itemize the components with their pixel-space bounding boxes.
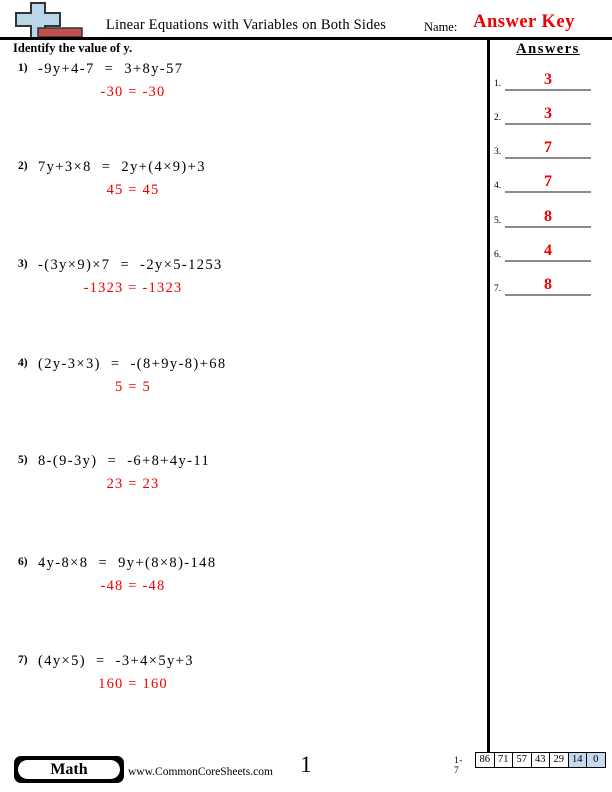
problem-check-work: -48 = -48 bbox=[100, 578, 166, 594]
problem-7 bbox=[18, 652, 468, 693]
answer-blank-line bbox=[505, 123, 591, 125]
website-text: www.CommonCoreSheets.com bbox=[128, 766, 273, 778]
answer-blank-line bbox=[505, 260, 591, 262]
score-cell: 43 bbox=[531, 752, 551, 768]
eraser-block-icon bbox=[38, 28, 82, 37]
problem-number: 6) bbox=[18, 556, 28, 568]
score-range-label: 1-7 bbox=[454, 756, 463, 776]
answer-number: 6. bbox=[494, 250, 502, 260]
problem-6 bbox=[18, 554, 468, 595]
header-divider bbox=[0, 37, 612, 40]
answer-number: 4. bbox=[494, 181, 502, 191]
answer-row-1 bbox=[492, 62, 606, 92]
score-cell: 14 bbox=[568, 752, 588, 768]
problem-equation: -(3y×9)×7 = -2y×5-1253 bbox=[38, 257, 223, 273]
problem-check-work: 45 = 45 bbox=[106, 182, 160, 198]
problem-4 bbox=[18, 355, 468, 396]
problem-check-work: 160 = 160 bbox=[98, 676, 168, 692]
answer-number: 5. bbox=[494, 216, 502, 226]
problem-equation: 4y-8×8 = 9y+(8×8)-148 bbox=[38, 555, 217, 571]
answer-number: 3. bbox=[494, 147, 502, 157]
problem-number: 3) bbox=[18, 258, 28, 270]
answer-blank-line bbox=[505, 157, 591, 159]
answer-blank-line bbox=[505, 226, 591, 228]
score-cell: 71 bbox=[494, 752, 514, 768]
problem-2 bbox=[18, 158, 468, 199]
problem-check-work: 5 = 5 bbox=[115, 379, 151, 395]
score-cell: 57 bbox=[512, 752, 532, 768]
instruction-text: Identify the value of y. bbox=[13, 41, 133, 55]
name-label: Name: bbox=[424, 20, 458, 34]
answer-key-text: Answer Key bbox=[473, 12, 575, 32]
answer-blank-line bbox=[505, 89, 591, 91]
math-badge bbox=[14, 756, 124, 783]
answer-value: 7 bbox=[544, 139, 552, 156]
answer-value: 4 bbox=[544, 242, 552, 259]
answer-number: 1. bbox=[494, 79, 502, 89]
answers-title: Answers bbox=[516, 41, 580, 57]
score-cell: 0 bbox=[586, 752, 606, 768]
answer-value: 3 bbox=[544, 71, 552, 88]
answers-column-divider bbox=[487, 40, 490, 753]
problem-5 bbox=[18, 452, 468, 493]
score-cell: 29 bbox=[549, 752, 569, 768]
problem-check-work: 23 = 23 bbox=[106, 476, 160, 492]
problem-1 bbox=[18, 60, 468, 101]
answer-number: 7. bbox=[494, 284, 502, 294]
problem-equation: (4y×5) = -3+4×5y+3 bbox=[38, 653, 194, 669]
page-number: 1 bbox=[300, 752, 312, 777]
answer-blank-line bbox=[505, 294, 591, 296]
answer-number: 2. bbox=[494, 113, 502, 123]
problem-number: 2) bbox=[18, 160, 28, 172]
answer-value: 8 bbox=[544, 208, 552, 225]
problem-number: 4) bbox=[18, 357, 28, 369]
worksheet-title: Linear Equations with Variables on Both Sides bbox=[105, 17, 387, 33]
answer-blank-line bbox=[505, 191, 591, 193]
score-cells bbox=[476, 752, 606, 768]
answer-row-5 bbox=[492, 199, 606, 229]
problem-check-work: -30 = -30 bbox=[100, 84, 166, 100]
problem-3 bbox=[18, 256, 468, 297]
answer-value: 3 bbox=[544, 105, 552, 122]
commoncoresheets-logo bbox=[11, 2, 86, 39]
problem-number: 5) bbox=[18, 454, 28, 466]
problem-equation: 8-(9-3y) = -6+8+4y-11 bbox=[38, 453, 211, 469]
answer-value: 7 bbox=[544, 173, 552, 190]
problem-check-work: -1323 = -1323 bbox=[83, 280, 183, 296]
problem-equation: 7y+3×8 = 2y+(4×9)+3 bbox=[38, 159, 206, 175]
problem-equation: (2y-3×3) = -(8+9y-8)+68 bbox=[38, 356, 227, 372]
answer-row-4 bbox=[492, 164, 606, 194]
problem-equation: -9y+4-7 = 3+8y-57 bbox=[38, 61, 184, 77]
problem-number: 1) bbox=[18, 62, 28, 74]
answer-row-3 bbox=[492, 130, 606, 160]
answer-row-6 bbox=[492, 233, 606, 263]
score-cell: 86 bbox=[475, 752, 495, 768]
answer-row-2 bbox=[492, 96, 606, 126]
problem-number: 7) bbox=[18, 654, 28, 666]
answer-row-7 bbox=[492, 267, 606, 297]
answer-value: 8 bbox=[544, 276, 552, 293]
subject-label: Math bbox=[18, 760, 120, 779]
